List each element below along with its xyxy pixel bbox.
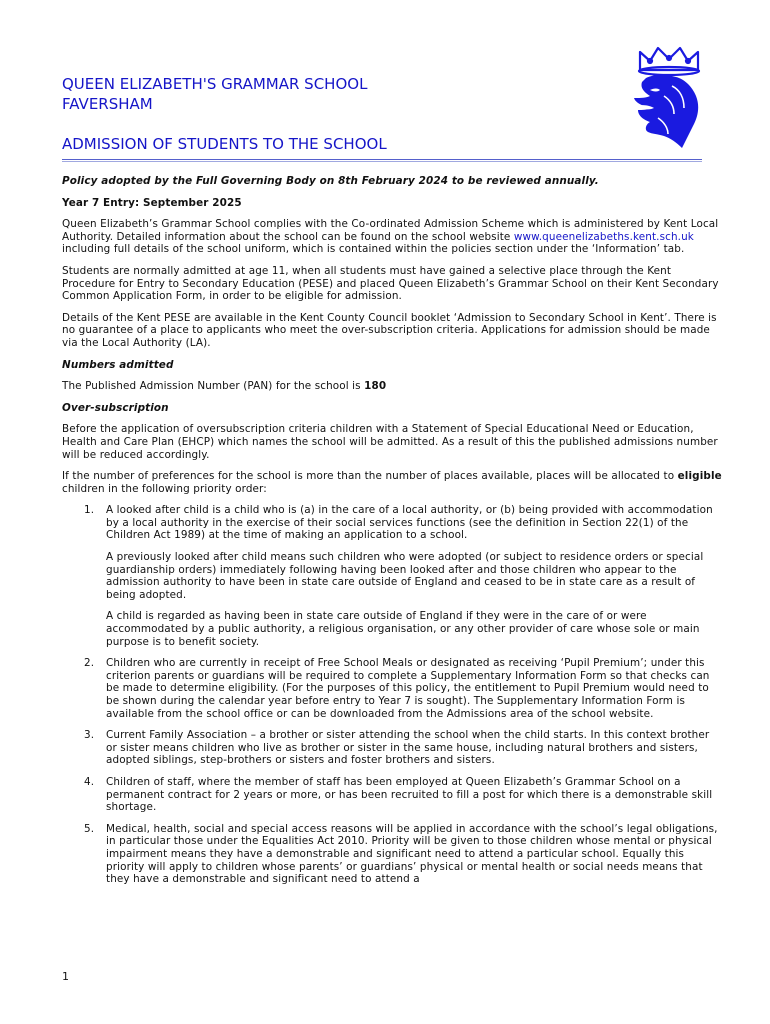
title-divider bbox=[62, 159, 702, 162]
list-item-number: 1. bbox=[84, 504, 95, 517]
list-item-paragraph: Medical, health, social and special access reasons will be applied in accordance with the school’s legal obligations, in particular those under the Equalities Act 2010. Priority will be given to those children whose mental or physical impairment means they have a demonstrable and significant need to attend a particular school. Equally this priority will apply to children whose parents’ or guardians’ physical or mental health or social needs means that they have a demonstrable and significant need to attend a bbox=[106, 822, 718, 886]
list-item-paragraph: A child is regarded as having been in state care outside of England if they were in the care of or were accommodated by a public authority, a religious organisation, or any other provider of care whose sole or main purpose is to benefit society. bbox=[106, 610, 700, 648]
list-item-paragraph: Children who are currently in receipt of Free School Meals or designated as receiving ‘Pupil Premium’; under this criterion parents or guardians will be required to complete a Supplementary Information Form so that checks can be made to determine eligibility. (For the purposes of this policy, the entitlement to Pupil Premium would need to be shown during the calendar year before entry to Year 7 is sought). The Supplementary Information Form is available from the school office or can be downloaded from the Admissions area of the school website. bbox=[106, 657, 710, 720]
list-item-number: 5. bbox=[84, 822, 95, 835]
list-item-number: 3. bbox=[84, 729, 95, 742]
list-item-paragraph: A previously looked after child means such children who were adopted (or subject to residence orders or special guardianship orders) immediately following having been looked after and those children who appear to the admission authority to have been in state care outside of England and ceased to be in state care as a result of being adopted. bbox=[106, 551, 704, 601]
paragraph-ehcp: Before the application of oversubscription criteria children with a Statement of Special Educational Need or Education, Health and Care Plan (EHCP) which names the school will be admitted. As a result of this the published admissions number will be reduced accordingly. bbox=[62, 423, 718, 461]
numbers-admitted-heading: Numbers admitted bbox=[62, 358, 174, 371]
paragraph-priority-intro bbox=[62, 470, 722, 495]
paragraph-scheme bbox=[62, 218, 722, 256]
pan-text: The Published Admission Number (PAN) for the school is bbox=[62, 380, 365, 393]
list-item bbox=[62, 657, 722, 720]
list-item-number: 2. bbox=[84, 657, 95, 670]
school-name bbox=[62, 74, 602, 114]
oversubscription-heading: Over-subscription bbox=[62, 401, 169, 414]
priority-intro-text: If the number of preferences for the school is more than the number of places available, places will be allocated to bbox=[62, 470, 678, 483]
policy-adoption-line: Policy adopted by the Full Governing Body on 8th February 2024 to be reviewed annually. bbox=[62, 175, 599, 187]
list-item-paragraph: A looked after child is a child who is (a) in the care of a local authority, or (b) being provided with accommodation by a local authority in the exercise of their social services functions (see the definition in Section 22(1) of the Children Act 1989) at the time of making an application to a school. bbox=[106, 504, 713, 542]
school-name-line1: QUEEN ELIZABETH'S GRAMMAR SCHOOL bbox=[62, 75, 368, 93]
paragraph-admission-age: Students are normally admitted at age 11, when all students must have gained a selective place through the Kent Procedure for Entry to Secondary Education (PESE) and placed Queen Elizabeth’s Grammar School on their Kent Secondary Common Application Form, in order to be eligible for admission. bbox=[62, 264, 719, 303]
school-website-link[interactable]: www.queenelizabeths.kent.sch.uk bbox=[513, 230, 694, 243]
paragraph-scheme-text-end: including full details of the school uniform, which is contained within the policies section under the ‘Information’ tab. bbox=[62, 243, 685, 256]
eligible-bold: eligible bbox=[677, 470, 722, 483]
list-item bbox=[62, 823, 722, 886]
priority-intro-text-end: children in the following priority order: bbox=[62, 482, 267, 495]
list-item bbox=[62, 776, 722, 814]
list-item-paragraph: Current Family Association – a brother or sister attending the school when the child starts. In this context brother or sister means children who live as brother or sister in the same house, including natural brothers and sisters, adopted siblings, step-brothers or sisters and foster brothers and sisters. bbox=[106, 729, 710, 767]
crowned-lion-crest-icon bbox=[628, 44, 710, 150]
page-number: 1 bbox=[62, 970, 69, 983]
pan-value: 180 bbox=[364, 380, 387, 393]
list-item-paragraph: Children of staff, where the member of staff has been employed at Queen Elizabeth’s Grammar School on a permanent contract for 2 years or more, or has been recruited to fill a post for which there is a demonstrable skill shortage. bbox=[106, 775, 713, 814]
list-item-number: 4. bbox=[84, 775, 95, 788]
paragraph-pan bbox=[62, 380, 722, 393]
paragraph-pese-details: Details of the Kent PESE are available in the Kent County Council booklet ‘Admission to Secondary School in Kent’. There is no guarantee of a place to applicants who meet the over-subscription criteria. Applications for admission should be made via the Local Authority (LA). bbox=[62, 311, 717, 349]
year-entry-heading: Year 7 Entry: September 2025 bbox=[62, 196, 242, 209]
list-item bbox=[62, 729, 722, 767]
document-body bbox=[62, 175, 722, 895]
priority-criteria-list bbox=[62, 504, 722, 885]
school-name-line2: FAVERSHAM bbox=[62, 95, 153, 113]
paragraph-scheme-text: Queen Elizabeth’s Grammar School complies with the Co-ordinated Admission Scheme which is administered by Kent Local Authority. Detailed information about the school can be found on the school website bbox=[62, 218, 719, 243]
document-title: ADMISSION OF STUDENTS TO THE SCHOOL bbox=[62, 135, 387, 153]
list-item bbox=[62, 504, 722, 648]
